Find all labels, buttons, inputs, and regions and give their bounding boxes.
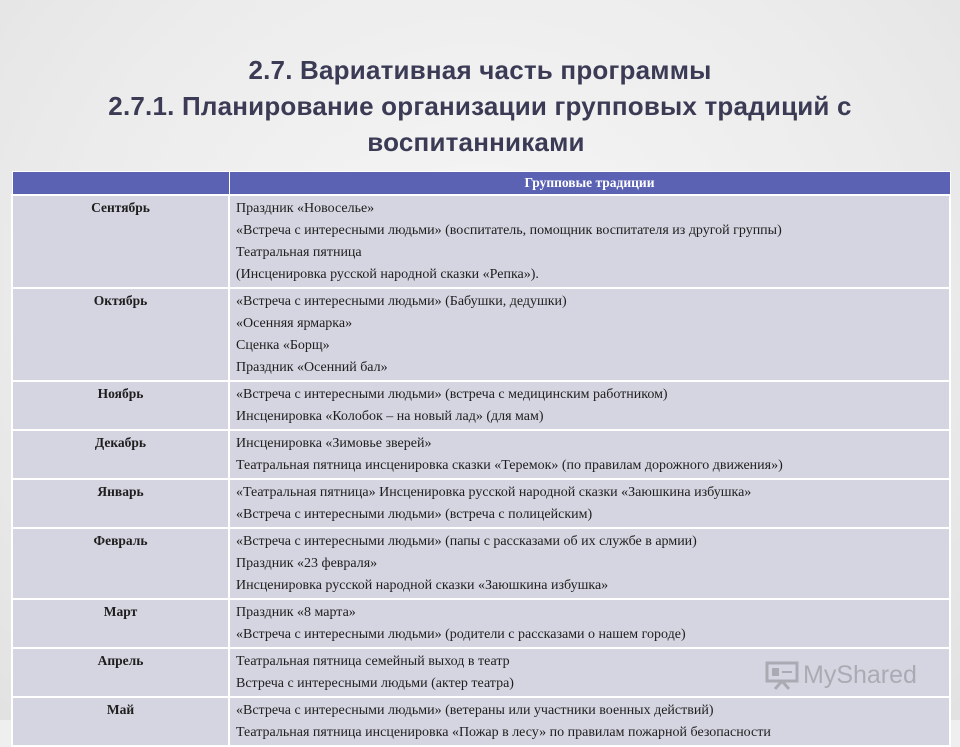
table-row [12, 528, 950, 599]
header-month [12, 172, 229, 196]
tradition-item: Сценка «Борщ» [236, 338, 330, 353]
tradition-item: Инсценировка русской народной сказки «Заюшкина избушка» [236, 578, 609, 593]
table-row [12, 599, 950, 648]
tradition-item: Инсценировка «Колобок – на новый лад» (для мам) [236, 409, 544, 424]
table-row [12, 381, 950, 430]
title-line-3: воспитанниками [367, 127, 585, 157]
table-row [12, 430, 950, 479]
tradition-item: Театральная пятница семейный выход в театр [236, 654, 510, 669]
presentation-board-icon [765, 660, 799, 690]
tradition-item: Инсценировка «Зимовье зверей» [236, 436, 432, 451]
title-line-2: 2.7.1. Планирование организации групповых традиций с [108, 91, 852, 121]
traditions-cell [229, 479, 950, 528]
month-cell: Февраль [12, 528, 229, 599]
tradition-item: «Встреча с интересными людьми» (встреча с полицейским) [236, 507, 593, 522]
month-cell: Апрель [12, 648, 229, 697]
tradition-item: Театральная пятница инсценировка «Пожар в лесу» по правилам пожарной безопасности [236, 725, 771, 740]
traditions-cell [229, 599, 950, 648]
table-row [12, 479, 950, 528]
title-line-1: 2.7. Вариативная часть программы [248, 55, 712, 85]
table-row [12, 288, 950, 381]
tradition-item: Театральная пятница [236, 245, 362, 260]
tradition-item: Праздник «Осенний бал» [236, 360, 388, 375]
tradition-item: «Осенняя ярмарка» [236, 316, 353, 331]
month-cell: Сентябрь [12, 195, 229, 288]
tradition-item: (Инсценировка русской народной сказки «Репка»). [236, 267, 539, 282]
tradition-item: Театральная пятница инсценировка сказки «Теремок» (по правилам дорожного движения») [236, 458, 783, 473]
traditions-cell [229, 195, 950, 288]
tradition-item: Праздник «Новоселье» [236, 201, 375, 216]
traditions-cell [229, 528, 950, 599]
tradition-item: «Встреча с интересными людьми» (Бабушки, дедушки) [236, 294, 567, 309]
tradition-item: «Встреча с интересными людьми» (воспитатель, помощник воспитателя из другой группы) [236, 223, 782, 238]
watermark [765, 656, 940, 694]
tradition-item: Праздник «8 марта» [236, 605, 356, 620]
traditions-cell [229, 697, 950, 746]
month-cell: Декабрь [12, 430, 229, 479]
table-header-row [12, 172, 950, 196]
month-cell: Ноябрь [12, 381, 229, 430]
month-cell: Октябрь [12, 288, 229, 381]
tradition-item: Встреча с интересными людьми (актер театра) [236, 676, 514, 691]
traditions-cell [229, 430, 950, 479]
slide-title [0, 52, 960, 160]
table-row [12, 195, 950, 288]
traditions-cell [229, 381, 950, 430]
traditions-cell [229, 288, 950, 381]
month-cell: Январь [12, 479, 229, 528]
tradition-item: Праздник «23 февраля» [236, 556, 378, 571]
tradition-item: «Встреча с интересными людьми» (встреча с медицинским работником) [236, 387, 668, 402]
month-cell: Май [12, 697, 229, 746]
watermark-text: MyShared [803, 660, 917, 689]
header-traditions: Групповые традиции [229, 172, 950, 196]
tradition-item: «Встреча с интересными людьми» (ветераны или участники военных действий) [236, 703, 714, 718]
month-cell: Март [12, 599, 229, 648]
tradition-item: «Встреча с интересными людьми» (родители с рассказами о нашем городе) [236, 627, 686, 642]
tradition-item: «Театральная пятница» Инсценировка русской народной сказки «Заюшкина избушка» [236, 485, 752, 500]
tradition-item: «Встреча с интересными людьми» (папы с рассказами об их службе в армии) [236, 534, 697, 549]
table-row [12, 697, 950, 746]
